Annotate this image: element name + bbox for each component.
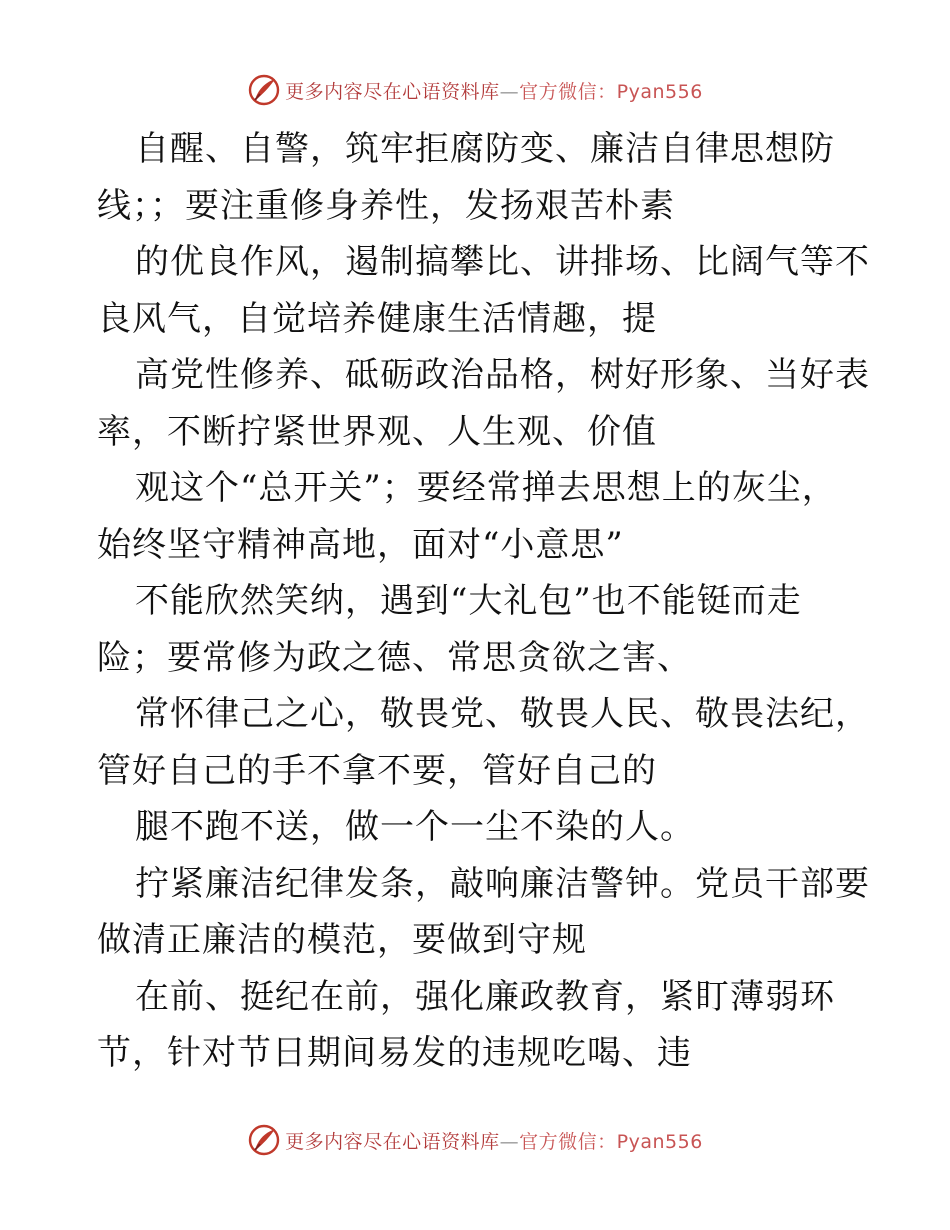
header-watermark-inner — [247, 73, 703, 107]
footer-separator: — — [499, 1130, 520, 1153]
text-line-14: 拧紧廉洁纪律发条，敲响廉洁警钟。党员干部要 — [135, 863, 870, 904]
footer-wechat-text: 官方微信：Pyan556 — [519, 1130, 703, 1153]
feather-pen-logo-icon — [247, 73, 281, 107]
text-line-3: 的优良作风，遏制搞攀比、讲排场、比阔气等不 — [135, 242, 870, 282]
text-line-11: 常怀律己之心，敬畏党、敬畏人民、敬畏法纪， — [135, 694, 870, 734]
text-line-17: 节，针对节日期间易发的违规吃喝、违 — [97, 1033, 692, 1073]
footer-site-text: 更多内容尽在心语资料库 — [285, 1130, 500, 1153]
header-watermark — [0, 70, 950, 110]
text-line-5: 高党性修养、砥砺政治品格，树好形象、当好表 — [135, 355, 870, 395]
text-line-9: 不能欣然笑纳，遇到“大礼包”也不能铤而走 — [135, 581, 802, 621]
footer-watermark — [0, 1120, 950, 1160]
text-line-7: 观这个“总开关”；要经常掸去思想上的灰尘， — [135, 468, 837, 508]
text-line-2: 线；；要注重修身养性，发扬艰苦朴素 — [97, 185, 675, 226]
header-site-text: 更多内容尽在心语资料库 — [285, 80, 500, 103]
document-body — [97, 121, 870, 1082]
header-wechat-text: 官方微信：Pyan556 — [519, 80, 703, 103]
text-line-15: 做清正廉洁的模范，要做到守规 — [97, 920, 587, 960]
text-line-13: 腿不跑不送，做一个一尘不染的人。 — [135, 807, 695, 847]
feather-pen-logo-icon — [247, 1123, 281, 1157]
text-line-6: 率，不断拧紧世界观、人生观、价值 — [97, 411, 657, 452]
text-line-12: 管好自己的手不拿不要，管好自己的 — [97, 750, 657, 791]
text-line-8: 始终坚守精神高地，面对“小意思” — [97, 524, 624, 565]
text-line-16: 在前、挺纪在前，强化廉政教育，紧盯薄弱环 — [135, 976, 835, 1017]
text-line-10: 险；要常修为政之德、常思贪欲之害、 — [97, 637, 692, 678]
footer-watermark-inner — [247, 1123, 703, 1157]
text-line-4: 良风气，自觉培养健康生活情趣，提 — [97, 298, 657, 339]
text-line-1: 自醒、自警，筑牢拒腐防变、廉洁自律思想防 — [135, 129, 835, 169]
footer-watermark-text — [285, 1127, 703, 1154]
header-separator: — — [499, 80, 520, 103]
header-watermark-text — [285, 77, 703, 104]
